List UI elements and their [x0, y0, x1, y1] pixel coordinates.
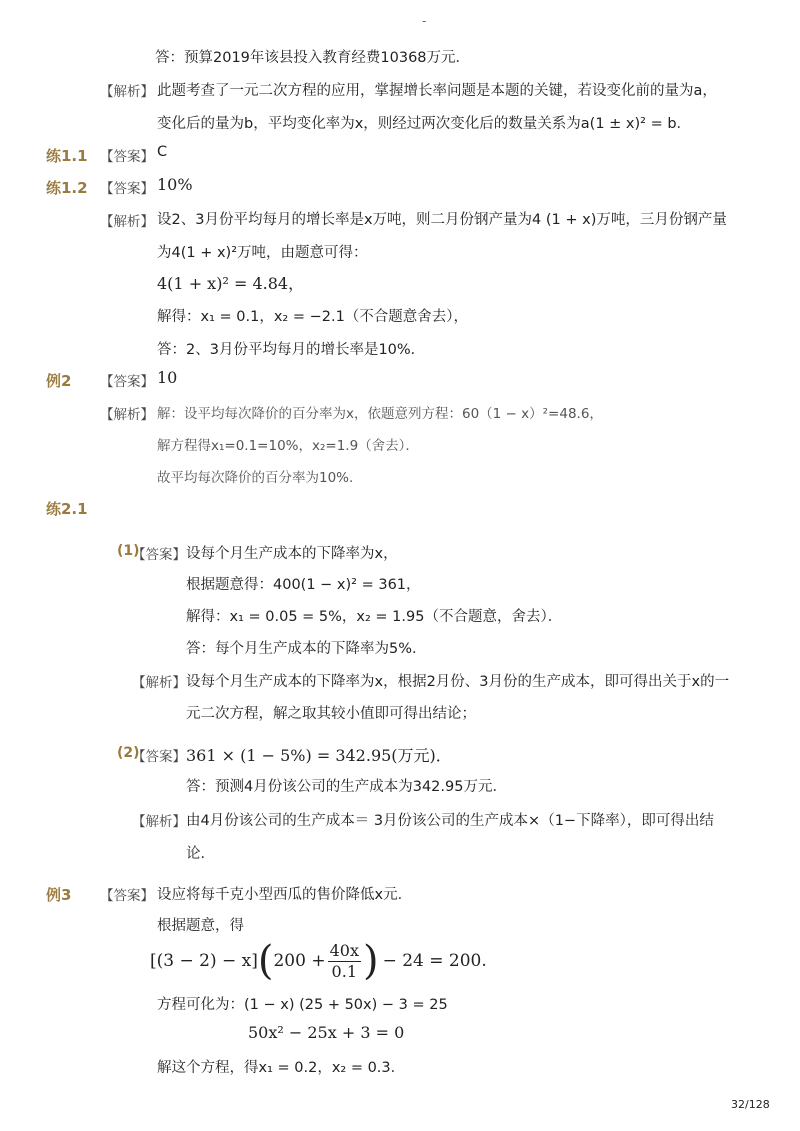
answer-tag: 【答案】	[100, 374, 154, 390]
example-2-analysis-line-3: 故平均每次降价的百分率为10%.	[157, 470, 354, 486]
practice-2-1-label: 练2.1	[46, 500, 88, 518]
part-1-number: (1)	[117, 543, 140, 559]
equation-inner: 200 +	[273, 951, 326, 971]
part-1-analysis-line-1: 设每个月生产成本的下降率为x，根据2月份、3月份的生产成本，即可得出关于x的一	[186, 674, 730, 690]
example-3-answer-line-5: 50x² − 25x + 3 = 0	[248, 1023, 405, 1042]
answer-2019-line: 答：预算2019年该县投入教育经费10368万元．	[155, 50, 471, 66]
analysis-tag: 【解析】	[100, 407, 154, 423]
example-2-label: 例2	[46, 372, 72, 390]
part-1-answer-line-4: 答：每个月生产成本的下降率为5%．	[186, 641, 427, 657]
example-3-answer-line-2: 根据题意，得	[157, 918, 244, 934]
equation-right: − 24 = 200.	[382, 951, 487, 971]
ex1-analysis-line-1: 此题考查了一元二次方程的应用，掌握增长率问题是本题的关键，若设变化前的量为a，	[157, 83, 717, 99]
part-1-analysis-line-2: 元二次方程，解之取其较小值即可得出结论；	[186, 706, 476, 722]
analysis-tag: 【解析】	[100, 214, 154, 230]
top-mark: -	[422, 14, 427, 28]
analysis-tag: 【解析】	[132, 675, 186, 691]
answer-tag: 【答案】	[100, 149, 154, 165]
answer-tag: 【答案】	[132, 547, 186, 563]
fraction-denominator: 0.1	[331, 961, 357, 981]
example-3-equation	[150, 935, 487, 987]
answer-tag: 【答案】	[100, 181, 154, 197]
example-2-answer: 10	[157, 368, 178, 387]
part-2-analysis-line-2: 论．	[186, 846, 215, 862]
example-3-answer-line-6: 解这个方程，得x₁ = 0.2，x₂ = 0.3．	[157, 1060, 406, 1076]
ex1-analysis-line-2: 变化后的量为b，平均变化率为x，则经过两次变化后的数量关系为a(1 ± x)² = b．	[157, 116, 692, 132]
part-2-analysis-line-1: 由4月份该公司的生产成本＝ 3月份该公司的生产成本×（1−下降率），即可得出结	[186, 813, 714, 829]
example-2-analysis-line-1: 解：设平均每次降价的百分率为x，依题意列方程：60（1 − x）²=48.6，	[157, 406, 603, 422]
example-2-analysis-line-2: 解方程得x₁=0.1=10%，x₂=1.9（舍去）．	[157, 438, 419, 454]
part-2-number: (2)	[117, 745, 140, 761]
example-3-label: 例3	[46, 886, 72, 904]
left-paren: (	[257, 938, 274, 984]
example-3-answer-line-1: 设应将每千克小型西瓜的售价降低x元．	[157, 887, 413, 903]
practice-1-2-answer: 10%	[157, 175, 193, 194]
page-number: 32/128	[731, 1098, 770, 1111]
practice-1-2-solution: 解得：x₁ = 0.1，x₂ = −2.1（不合题意舍去），	[157, 309, 469, 325]
part-2-answer-line-2: 答：预测4月份该公司的生产成本为342.95万元．	[186, 779, 507, 795]
practice-1-1-answer: C	[157, 144, 168, 160]
part-1-answer-line-1: 设每个月生产成本的下降率为x，	[186, 546, 398, 562]
answer-tag: 【答案】	[100, 888, 154, 904]
analysis-tag: 【解析】	[100, 84, 154, 100]
practice-1-2-conclusion: 答：2、3月份平均每月的增长率是10%．	[157, 342, 426, 358]
part-1-answer-line-2: 根据题意得：400(1 − x)² = 361，	[186, 577, 421, 593]
equation-left: [(3 − 2) − x]	[150, 951, 258, 971]
right-paren: )	[362, 938, 379, 984]
fraction-numerator: 40x	[329, 940, 359, 960]
answer-tag: 【答案】	[132, 749, 186, 765]
practice-1-2-equation: 4(1 + x)² = 4.84，	[157, 274, 305, 293]
practice-1-2-analysis-line-1: 设2、3月份平均每月的增长率是x万吨，则二月份钢产量为4 (1 + x)万吨，三月份钢产量	[157, 212, 727, 228]
part-1-answer-line-3: 解得：x₁ = 0.05 = 5%，x₂ = 1.95（不合题意，舍去）．	[186, 609, 563, 625]
example-3-answer-line-4: 方程可化为：(1 − x) (25 + 50x) − 3 = 25	[157, 997, 448, 1013]
analysis-tag: 【解析】	[132, 814, 186, 830]
practice-1-1-label: 练1.1	[46, 147, 88, 165]
fraction	[328, 941, 361, 982]
practice-1-2-label: 练1.2	[46, 179, 88, 197]
practice-1-2-analysis-line-2: 为4(1 + x)²万吨，由题意可得：	[157, 245, 368, 261]
part-2-answer-line-1: 361 × (1 − 5%) = 342.95(万元)．	[186, 746, 452, 765]
